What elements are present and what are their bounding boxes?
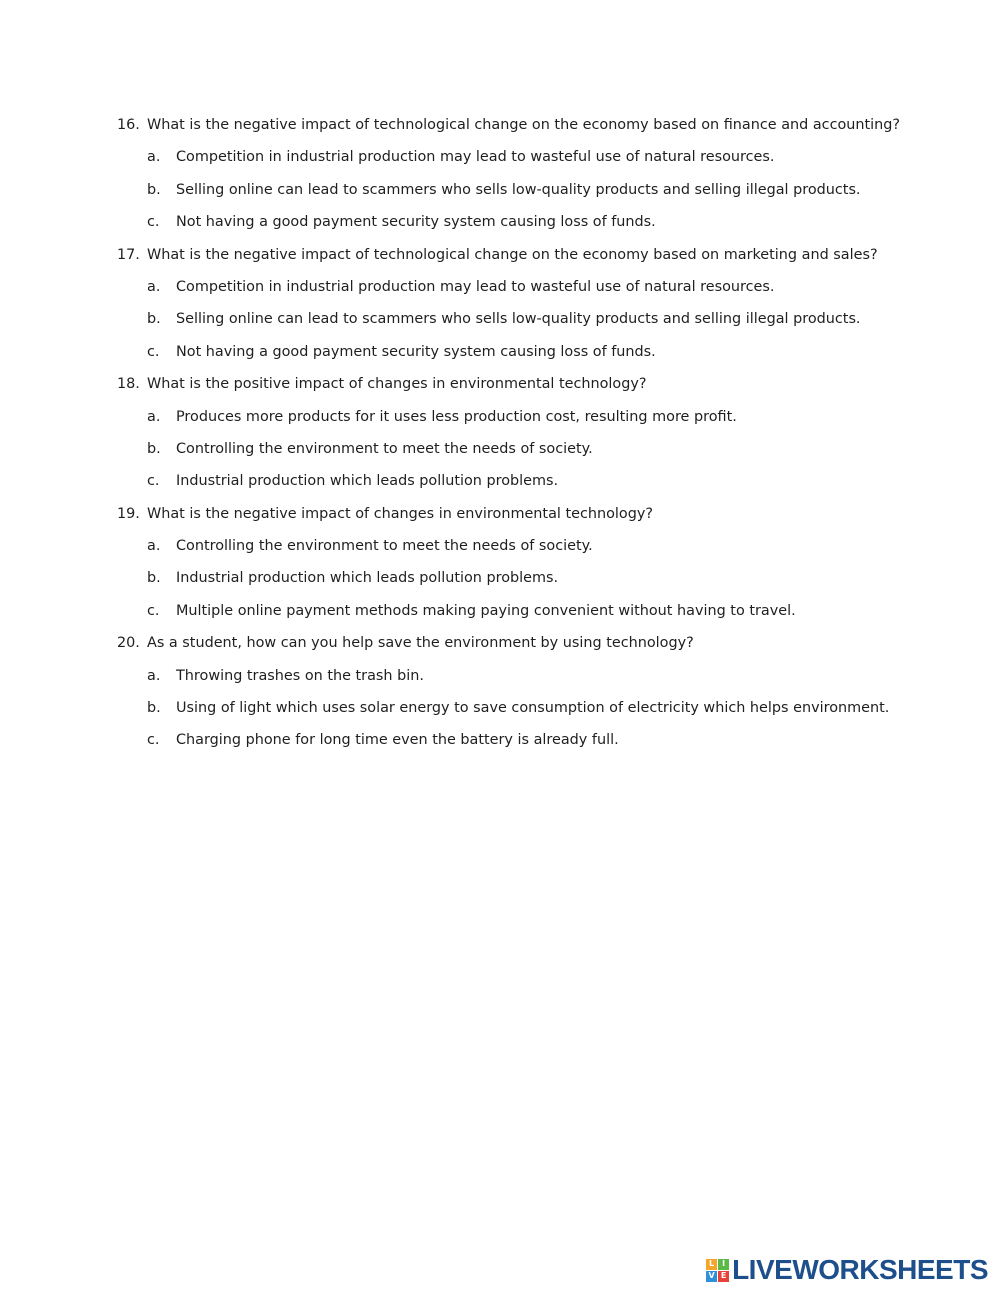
question-number: 16.	[117, 117, 140, 133]
question-text: What is the negative impact of technological change on the economy based on marketing and sales?	[147, 246, 878, 263]
option-letter: a.	[147, 667, 161, 684]
question-18	[0, 371, 1000, 501]
option-letter: a.	[147, 278, 161, 295]
question-number: 18.	[117, 376, 140, 393]
option-letter: b.	[147, 181, 161, 198]
question-17	[0, 242, 1000, 372]
liveworksheets-mark-icon	[706, 1259, 729, 1282]
answer-option-a[interactable]	[0, 533, 1000, 565]
answer-option-c[interactable]	[0, 209, 1000, 241]
liveworksheets-logo[interactable]	[706, 1253, 988, 1287]
option-letter: c.	[147, 473, 160, 490]
option-letter: a.	[147, 538, 161, 555]
option-text: Industrial production which leads pollution problems.	[176, 570, 559, 587]
option-text: Industrial production which leads pollution problems.	[176, 473, 559, 490]
option-text: Controlling the environment to meet the needs of society.	[176, 538, 593, 555]
question-number: 20.	[117, 635, 140, 652]
logo-mark-letter: V	[706, 1271, 717, 1282]
question-stem	[0, 112, 1000, 144]
option-letter: c.	[147, 214, 160, 231]
option-letter: b.	[147, 440, 161, 457]
answer-option-b[interactable]	[0, 306, 1000, 338]
question-text: What is the negative impact of changes in environmental technology?	[147, 505, 654, 522]
option-letter: b.	[147, 700, 161, 717]
answer-option-a[interactable]	[0, 274, 1000, 306]
option-text: Competition in industrial production may lead to wasteful use of natural resources.	[176, 149, 775, 166]
answer-option-c[interactable]	[0, 339, 1000, 371]
question-stem	[0, 371, 1000, 403]
answer-option-a[interactable]	[0, 404, 1000, 436]
option-text: Not having a good payment security system causing loss of funds.	[176, 343, 656, 360]
option-letter: c.	[147, 732, 160, 749]
answer-option-b[interactable]	[0, 695, 1000, 727]
worksheet-questions	[0, 112, 1000, 760]
option-text: Produces more products for it uses less production cost, resulting more profit.	[176, 408, 737, 425]
question-20	[0, 630, 1000, 760]
question-number: 17.	[117, 246, 140, 263]
option-text: Not having a good payment security system causing loss of funds.	[176, 214, 656, 231]
answer-option-c[interactable]	[0, 468, 1000, 500]
option-text: Charging phone for long time even the battery is already full.	[176, 732, 619, 749]
answer-option-a[interactable]	[0, 144, 1000, 176]
logo-text: LIVEWORKSHEETS	[732, 1254, 988, 1285]
logo-mark-letter: I	[718, 1259, 729, 1270]
option-letter: c.	[147, 343, 160, 360]
question-16	[0, 112, 1000, 242]
question-number: 19.	[117, 505, 140, 522]
option-text: Competition in industrial production may lead to wasteful use of natural resources.	[176, 278, 775, 295]
option-letter: b.	[147, 570, 161, 587]
option-text: Using of light which uses solar energy to save consumption of electricity which helps environment.	[176, 700, 890, 717]
option-text: Selling online can lead to scammers who sells low-quality products and selling illegal products.	[176, 181, 861, 198]
logo-mark-letter: L	[706, 1259, 717, 1270]
option-text: Controlling the environment to meet the needs of society.	[176, 440, 593, 457]
answer-option-b[interactable]	[0, 177, 1000, 209]
answer-option-c[interactable]	[0, 727, 1000, 759]
option-text: Selling online can lead to scammers who sells low-quality products and selling illegal products.	[176, 311, 861, 328]
option-letter: a.	[147, 408, 161, 425]
answer-option-a[interactable]	[0, 663, 1000, 695]
question-stem	[0, 630, 1000, 662]
answer-option-b[interactable]	[0, 565, 1000, 597]
answer-option-c[interactable]	[0, 598, 1000, 630]
option-letter: c.	[147, 602, 160, 619]
question-text: As a student, how can you help save the environment by using technology?	[147, 635, 694, 652]
question-19	[0, 501, 1000, 631]
question-stem	[0, 242, 1000, 274]
option-text: Throwing trashes on the trash bin.	[176, 667, 424, 684]
question-stem	[0, 501, 1000, 533]
question-text: What is the negative impact of technological change on the economy based on finance and accounting?	[147, 117, 901, 133]
option-letter: b.	[147, 311, 161, 328]
question-text: What is the positive impact of changes in environmental technology?	[147, 376, 647, 393]
option-letter: a.	[147, 149, 161, 166]
option-text: Multiple online payment methods making paying convenient without having to travel.	[176, 602, 796, 619]
answer-option-b[interactable]	[0, 436, 1000, 468]
logo-mark-letter: E	[718, 1271, 729, 1282]
